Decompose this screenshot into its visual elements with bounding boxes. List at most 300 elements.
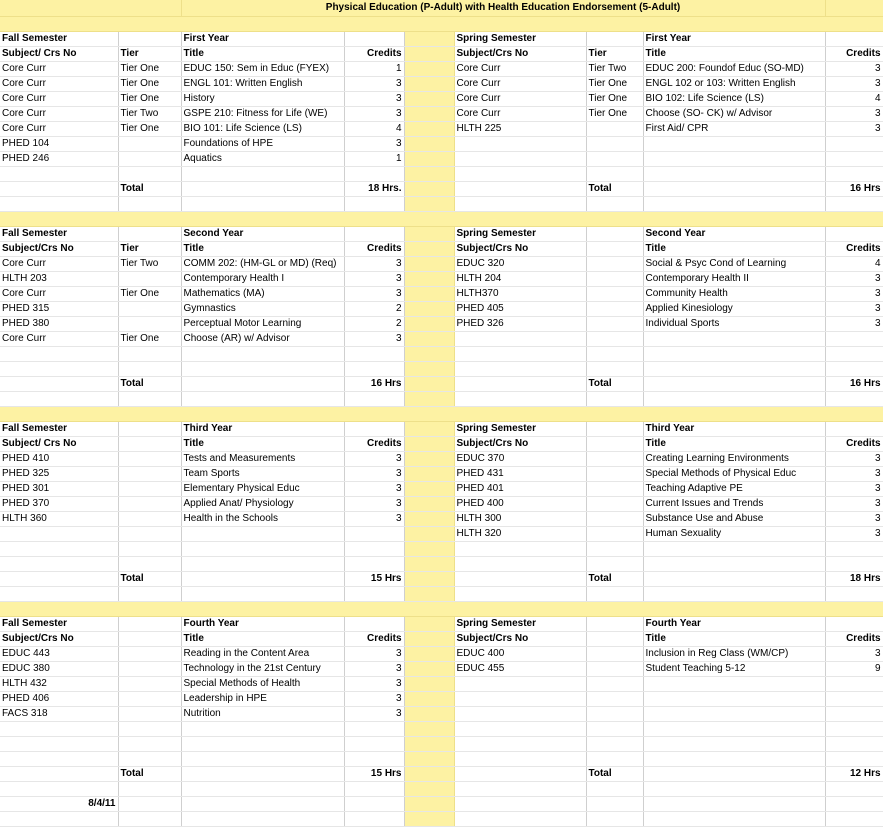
credits-cell[interactable] xyxy=(825,706,883,721)
total-value[interactable]: 16 Hrs xyxy=(825,181,883,196)
blank-cell[interactable] xyxy=(454,811,586,826)
blank-cell[interactable] xyxy=(118,421,181,436)
gap-cell[interactable] xyxy=(404,646,454,661)
blank-cell[interactable] xyxy=(344,811,404,826)
course-title-cell[interactable]: Foundations of HPE xyxy=(181,136,344,151)
tier-cell[interactable]: Tier One xyxy=(118,76,181,91)
gap-cell[interactable] xyxy=(404,736,454,751)
subject-cell[interactable] xyxy=(454,721,586,736)
blank-cell[interactable] xyxy=(454,586,586,601)
subject-cell[interactable]: PHED 431 xyxy=(454,466,586,481)
credits-cell[interactable]: 3 xyxy=(825,61,883,76)
blank-cell[interactable] xyxy=(118,31,181,46)
blank-cell[interactable] xyxy=(825,781,883,796)
title-header[interactable]: Title xyxy=(643,241,825,256)
gap-cell[interactable] xyxy=(404,301,454,316)
gap-cell[interactable] xyxy=(404,556,454,571)
course-title-cell[interactable] xyxy=(643,346,825,361)
subject-cell[interactable] xyxy=(454,136,586,151)
credits-cell[interactable]: 3 xyxy=(344,136,404,151)
blank-cell[interactable] xyxy=(643,376,825,391)
gap-cell[interactable] xyxy=(404,376,454,391)
credits-cell[interactable]: 3 xyxy=(825,451,883,466)
credits-cell[interactable] xyxy=(825,691,883,706)
credits-cell[interactable] xyxy=(825,676,883,691)
tier-cell[interactable] xyxy=(118,271,181,286)
tier-cell[interactable] xyxy=(586,151,643,166)
credits-cell[interactable] xyxy=(825,346,883,361)
blank-cell[interactable] xyxy=(586,226,643,241)
spring-year-label[interactable]: First Year xyxy=(643,31,825,46)
credits-cell[interactable]: 3 xyxy=(825,76,883,91)
blank-cell[interactable] xyxy=(454,181,586,196)
blank-cell[interactable] xyxy=(118,166,181,181)
total-value[interactable]: 15 Hrs xyxy=(344,571,404,586)
subject-cell[interactable]: PHED 410 xyxy=(0,451,118,466)
gap-cell[interactable] xyxy=(404,466,454,481)
blank-cell[interactable] xyxy=(0,766,118,781)
credits-cell[interactable]: 3 xyxy=(825,301,883,316)
credits-cell[interactable]: 9 xyxy=(825,661,883,676)
course-title-cell[interactable]: Gymnastics xyxy=(181,301,344,316)
blank-cell[interactable] xyxy=(825,361,883,376)
tier-cell[interactable]: Tier One xyxy=(118,286,181,301)
tier-cell[interactable] xyxy=(118,676,181,691)
tier-cell[interactable] xyxy=(118,301,181,316)
blank-cell[interactable] xyxy=(586,811,643,826)
blank-cell[interactable] xyxy=(344,421,404,436)
course-title-cell[interactable]: Tests and Measurements xyxy=(181,451,344,466)
subject-cell[interactable]: HLTH 360 xyxy=(0,511,118,526)
course-title-cell[interactable]: Teaching Adaptive PE xyxy=(643,481,825,496)
tier-cell[interactable] xyxy=(586,691,643,706)
credits-cell[interactable]: 3 xyxy=(344,676,404,691)
gap-cell[interactable] xyxy=(404,511,454,526)
blank-cell[interactable] xyxy=(825,0,883,16)
course-title-cell[interactable]: History xyxy=(181,91,344,106)
blank-cell[interactable] xyxy=(181,781,344,796)
tier-cell[interactable] xyxy=(586,676,643,691)
subject-cell[interactable]: PHED 401 xyxy=(454,481,586,496)
blank-cell[interactable] xyxy=(825,616,883,631)
course-title-cell[interactable]: Health in the Schools xyxy=(181,511,344,526)
subject-cell[interactable] xyxy=(0,736,118,751)
gap-cell[interactable] xyxy=(404,541,454,556)
blank-cell[interactable] xyxy=(825,586,883,601)
title-header[interactable]: Title xyxy=(181,436,344,451)
subject-cell[interactable] xyxy=(454,541,586,556)
tier-cell[interactable]: Tier Two xyxy=(118,256,181,271)
subject-cell[interactable]: EDUC 370 xyxy=(454,451,586,466)
total-value[interactable]: 18 Hrs. xyxy=(344,181,404,196)
blank-cell[interactable] xyxy=(0,181,118,196)
blank-cell[interactable] xyxy=(118,556,181,571)
credits-cell[interactable]: 3 xyxy=(344,256,404,271)
gap-cell[interactable] xyxy=(404,316,454,331)
subject-cell[interactable]: EDUC 400 xyxy=(454,646,586,661)
fall-semester-label[interactable]: Fall Semester xyxy=(0,421,118,436)
blank-cell[interactable] xyxy=(344,391,404,406)
blank-cell[interactable] xyxy=(825,421,883,436)
subject-cell[interactable]: PHED 326 xyxy=(454,316,586,331)
gap-cell[interactable] xyxy=(404,526,454,541)
blank-cell[interactable] xyxy=(454,571,586,586)
gap-cell[interactable] xyxy=(404,331,454,346)
blank-cell[interactable] xyxy=(825,31,883,46)
tier-cell[interactable] xyxy=(118,481,181,496)
blank-cell[interactable] xyxy=(344,196,404,211)
subject-cell[interactable]: Core Curr xyxy=(0,331,118,346)
blank-cell[interactable] xyxy=(344,586,404,601)
credits-header[interactable]: Credits xyxy=(344,436,404,451)
subject-cell[interactable]: EDUC 320 xyxy=(454,256,586,271)
tier-cell[interactable] xyxy=(118,346,181,361)
credits-cell[interactable]: 3 xyxy=(825,286,883,301)
blank-cell[interactable] xyxy=(344,796,404,811)
blank-cell[interactable] xyxy=(118,796,181,811)
blank-cell[interactable] xyxy=(586,361,643,376)
subject-cell[interactable] xyxy=(454,151,586,166)
spring-semester-label[interactable]: Spring Semester xyxy=(454,31,586,46)
gap-cell[interactable] xyxy=(404,31,454,46)
blank-cell[interactable] xyxy=(344,226,404,241)
gap-cell[interactable] xyxy=(404,616,454,631)
subject-cell[interactable]: PHED 315 xyxy=(0,301,118,316)
tier-cell[interactable] xyxy=(118,316,181,331)
gap-cell[interactable] xyxy=(404,436,454,451)
gap-cell[interactable] xyxy=(404,721,454,736)
tier-cell[interactable]: Tier One xyxy=(586,106,643,121)
credits-cell[interactable]: 3 xyxy=(344,481,404,496)
tier-header[interactable] xyxy=(118,436,181,451)
title-header[interactable]: Title xyxy=(181,631,344,646)
gap-cell[interactable] xyxy=(404,106,454,121)
blank-cell[interactable] xyxy=(181,181,344,196)
total-label[interactable]: Total xyxy=(586,181,643,196)
course-title-cell[interactable]: Current Issues and Trends xyxy=(643,496,825,511)
credits-cell[interactable]: 3 xyxy=(825,496,883,511)
blank-cell[interactable] xyxy=(643,196,825,211)
course-title-cell[interactable]: Contemporary Health I xyxy=(181,271,344,286)
blank-cell[interactable] xyxy=(454,781,586,796)
course-title-cell[interactable]: Team Sports xyxy=(181,466,344,481)
blank-cell[interactable] xyxy=(0,391,118,406)
gap-cell[interactable] xyxy=(404,256,454,271)
credits-header[interactable]: Credits xyxy=(344,631,404,646)
credits-cell[interactable]: 3 xyxy=(344,76,404,91)
credits-cell[interactable]: 3 xyxy=(825,106,883,121)
total-value[interactable]: 18 Hrs xyxy=(825,571,883,586)
tier-cell[interactable] xyxy=(586,256,643,271)
course-title-cell[interactable]: Choose (AR) w/ Advisor xyxy=(181,331,344,346)
subject-cell[interactable]: PHED 301 xyxy=(0,481,118,496)
tier-header[interactable]: Tier xyxy=(586,46,643,61)
credits-cell[interactable] xyxy=(344,541,404,556)
blank-cell[interactable] xyxy=(0,0,181,16)
total-label[interactable]: Total xyxy=(586,766,643,781)
credits-cell[interactable]: 3 xyxy=(825,316,883,331)
tier-cell[interactable] xyxy=(118,526,181,541)
course-title-cell[interactable]: Reading in the Content Area xyxy=(181,646,344,661)
subject-cell[interactable]: PHED 325 xyxy=(0,466,118,481)
spring-year-label[interactable]: Fourth Year xyxy=(643,616,825,631)
total-value[interactable]: 16 Hrs xyxy=(344,376,404,391)
course-title-cell[interactable]: Creating Learning Environments xyxy=(643,451,825,466)
gap-cell[interactable] xyxy=(404,421,454,436)
subject-header[interactable]: Subject/Crs No xyxy=(454,436,586,451)
gap-cell[interactable] xyxy=(404,91,454,106)
tier-cell[interactable] xyxy=(586,511,643,526)
blank-cell[interactable] xyxy=(586,586,643,601)
tier-cell[interactable] xyxy=(586,121,643,136)
total-value[interactable]: 12 Hrs xyxy=(825,766,883,781)
tier-cell[interactable] xyxy=(118,721,181,736)
tier-cell[interactable] xyxy=(586,496,643,511)
blank-cell[interactable] xyxy=(0,196,118,211)
blank-cell[interactable] xyxy=(181,766,344,781)
tier-cell[interactable] xyxy=(118,736,181,751)
gap-cell[interactable] xyxy=(404,781,454,796)
gap-cell[interactable] xyxy=(404,796,454,811)
total-label[interactable]: Total xyxy=(118,766,181,781)
tier-cell[interactable] xyxy=(586,316,643,331)
tier-cell[interactable] xyxy=(586,466,643,481)
tier-cell[interactable] xyxy=(118,136,181,151)
date-cell[interactable]: 8/4/11 xyxy=(0,796,118,811)
subject-cell[interactable] xyxy=(0,541,118,556)
course-title-cell[interactable] xyxy=(643,706,825,721)
credits-cell[interactable]: 4 xyxy=(825,91,883,106)
blank-cell[interactable] xyxy=(586,196,643,211)
blank-cell[interactable] xyxy=(181,376,344,391)
blank-cell[interactable] xyxy=(586,556,643,571)
blank-cell[interactable] xyxy=(181,196,344,211)
blank-cell[interactable] xyxy=(454,796,586,811)
blank-cell[interactable] xyxy=(643,811,825,826)
credits-cell[interactable]: 3 xyxy=(825,271,883,286)
gap-cell[interactable] xyxy=(404,241,454,256)
blank-cell[interactable] xyxy=(586,796,643,811)
blank-cell[interactable] xyxy=(181,796,344,811)
gap-cell[interactable] xyxy=(404,121,454,136)
course-title-cell[interactable]: Special Methods of Health xyxy=(181,676,344,691)
blank-cell[interactable] xyxy=(181,391,344,406)
credits-header[interactable]: Credits xyxy=(825,46,883,61)
blank-cell[interactable] xyxy=(181,811,344,826)
blank-cell[interactable] xyxy=(643,166,825,181)
course-title-cell[interactable] xyxy=(181,541,344,556)
tier-header[interactable] xyxy=(586,436,643,451)
tier-cell[interactable]: Tier One xyxy=(586,76,643,91)
course-title-cell[interactable]: ENGL 101: Written English xyxy=(181,76,344,91)
course-title-cell[interactable]: Inclusion in Reg Class (WM/CP) xyxy=(643,646,825,661)
blank-cell[interactable] xyxy=(118,586,181,601)
gap-cell[interactable] xyxy=(404,271,454,286)
course-title-cell[interactable] xyxy=(643,691,825,706)
tier-cell[interactable] xyxy=(118,646,181,661)
subject-cell[interactable]: HLTH 225 xyxy=(454,121,586,136)
credits-cell[interactable]: 3 xyxy=(825,466,883,481)
subject-cell[interactable] xyxy=(454,706,586,721)
tier-cell[interactable] xyxy=(586,736,643,751)
course-title-cell[interactable]: Applied Kinesiology xyxy=(643,301,825,316)
tier-cell[interactable] xyxy=(586,721,643,736)
gap-cell[interactable] xyxy=(404,811,454,826)
credits-cell[interactable]: 3 xyxy=(825,646,883,661)
gap-cell[interactable] xyxy=(404,346,454,361)
gap-cell[interactable] xyxy=(404,46,454,61)
course-title-cell[interactable]: COMM 202: (HM-GL or MD) (Req) xyxy=(181,256,344,271)
gap-cell[interactable] xyxy=(404,61,454,76)
blank-cell[interactable] xyxy=(586,421,643,436)
blank-cell[interactable] xyxy=(454,391,586,406)
tier-cell[interactable] xyxy=(586,661,643,676)
blank-cell[interactable] xyxy=(825,556,883,571)
credits-cell[interactable] xyxy=(825,541,883,556)
credits-cell[interactable]: 3 xyxy=(344,106,404,121)
credits-cell[interactable] xyxy=(344,526,404,541)
subject-cell[interactable]: Core Curr xyxy=(0,256,118,271)
fall-semester-label[interactable]: Fall Semester xyxy=(0,31,118,46)
blank-cell[interactable] xyxy=(643,571,825,586)
credits-cell[interactable]: 3 xyxy=(344,511,404,526)
course-title-cell[interactable]: Human Sexuality xyxy=(643,526,825,541)
subject-header[interactable]: Subject/Crs No xyxy=(454,241,586,256)
gap-cell[interactable] xyxy=(404,136,454,151)
course-title-cell[interactable] xyxy=(643,721,825,736)
blank-cell[interactable] xyxy=(181,571,344,586)
blank-cell[interactable] xyxy=(181,556,344,571)
band-cell[interactable] xyxy=(0,16,883,31)
credits-cell[interactable]: 2 xyxy=(344,301,404,316)
fall-year-label[interactable]: Second Year xyxy=(181,226,344,241)
blank-cell[interactable] xyxy=(344,616,404,631)
subject-cell[interactable]: EDUC 455 xyxy=(454,661,586,676)
subject-cell[interactable]: HLTH 432 xyxy=(0,676,118,691)
subject-cell[interactable]: PHED 380 xyxy=(0,316,118,331)
subject-cell[interactable]: Core Curr xyxy=(0,106,118,121)
blank-cell[interactable] xyxy=(643,391,825,406)
subject-cell[interactable]: HLTH 204 xyxy=(454,271,586,286)
credits-cell[interactable]: 3 xyxy=(344,706,404,721)
credits-cell[interactable] xyxy=(825,721,883,736)
blank-cell[interactable] xyxy=(825,796,883,811)
tier-cell[interactable] xyxy=(118,511,181,526)
course-title-cell[interactable]: BIO 101: Life Science (LS) xyxy=(181,121,344,136)
tier-cell[interactable] xyxy=(586,526,643,541)
course-title-cell[interactable]: Mathematics (MA) xyxy=(181,286,344,301)
course-title-cell[interactable] xyxy=(643,151,825,166)
blank-cell[interactable] xyxy=(825,391,883,406)
subject-cell[interactable]: HLTH370 xyxy=(454,286,586,301)
subject-cell[interactable]: PHED 406 xyxy=(0,691,118,706)
course-title-cell[interactable] xyxy=(643,676,825,691)
gap-cell[interactable] xyxy=(404,496,454,511)
tier-cell[interactable]: Tier One xyxy=(118,91,181,106)
blank-cell[interactable] xyxy=(586,166,643,181)
blank-cell[interactable] xyxy=(0,361,118,376)
course-title-cell[interactable]: Technology in the 21st Century xyxy=(181,661,344,676)
tier-cell[interactable] xyxy=(586,136,643,151)
credits-cell[interactable]: 3 xyxy=(825,511,883,526)
tier-header[interactable] xyxy=(586,241,643,256)
blank-cell[interactable] xyxy=(586,31,643,46)
credits-cell[interactable]: 4 xyxy=(825,256,883,271)
total-label[interactable]: Total xyxy=(118,181,181,196)
blank-cell[interactable] xyxy=(118,361,181,376)
gap-cell[interactable] xyxy=(404,661,454,676)
credits-cell[interactable] xyxy=(344,736,404,751)
credits-cell[interactable] xyxy=(344,721,404,736)
course-title-cell[interactable]: Nutrition xyxy=(181,706,344,721)
total-value[interactable]: 15 Hrs xyxy=(344,766,404,781)
course-title-cell[interactable]: ENGL 102 or 103: Written English xyxy=(643,76,825,91)
tier-cell[interactable] xyxy=(118,541,181,556)
subject-cell[interactable]: Core Curr xyxy=(0,76,118,91)
gap-cell[interactable] xyxy=(404,286,454,301)
credits-cell[interactable]: 3 xyxy=(344,331,404,346)
blank-cell[interactable] xyxy=(825,196,883,211)
gap-cell[interactable] xyxy=(404,361,454,376)
gap-cell[interactable] xyxy=(404,391,454,406)
tier-cell[interactable]: Tier One xyxy=(118,331,181,346)
fall-semester-label[interactable]: Fall Semester xyxy=(0,226,118,241)
spring-semester-label[interactable]: Spring Semester xyxy=(454,226,586,241)
gap-cell[interactable] xyxy=(404,166,454,181)
tier-cell[interactable]: Tier One xyxy=(118,121,181,136)
credits-header[interactable]: Credits xyxy=(825,436,883,451)
credits-cell[interactable]: 3 xyxy=(825,526,883,541)
subject-header[interactable]: Subject/Crs No xyxy=(0,241,118,256)
blank-cell[interactable] xyxy=(181,586,344,601)
course-title-cell[interactable]: Student Teaching 5-12 xyxy=(643,661,825,676)
subject-header[interactable]: Subject/Crs No xyxy=(454,46,586,61)
blank-cell[interactable] xyxy=(643,556,825,571)
tier-cell[interactable] xyxy=(586,331,643,346)
blank-cell[interactable] xyxy=(181,166,344,181)
tier-cell[interactable] xyxy=(118,451,181,466)
course-title-cell[interactable]: Elementary Physical Educ xyxy=(181,481,344,496)
blank-cell[interactable] xyxy=(344,781,404,796)
course-title-cell[interactable]: Leadership in HPE xyxy=(181,691,344,706)
gap-cell[interactable] xyxy=(404,151,454,166)
credits-cell[interactable]: 3 xyxy=(825,481,883,496)
subject-cell[interactable] xyxy=(454,676,586,691)
tier-cell[interactable] xyxy=(586,271,643,286)
subject-cell[interactable]: PHED 104 xyxy=(0,136,118,151)
gap-cell[interactable] xyxy=(404,481,454,496)
title-header[interactable]: Title xyxy=(643,631,825,646)
blank-cell[interactable] xyxy=(344,556,404,571)
credits-cell[interactable]: 3 xyxy=(825,121,883,136)
fall-year-label[interactable]: First Year xyxy=(181,31,344,46)
course-title-cell[interactable]: BIO 102: Life Science (LS) xyxy=(643,91,825,106)
blank-cell[interactable] xyxy=(643,361,825,376)
course-title-cell[interactable]: Choose (SO- CK) w/ Advisor xyxy=(643,106,825,121)
gap-cell[interactable] xyxy=(404,676,454,691)
subject-cell[interactable]: FACS 318 xyxy=(0,706,118,721)
subject-cell[interactable]: Core Curr xyxy=(454,106,586,121)
credits-cell[interactable] xyxy=(825,151,883,166)
blank-cell[interactable] xyxy=(454,196,586,211)
spring-semester-label[interactable]: Spring Semester xyxy=(454,616,586,631)
spring-year-label[interactable]: Third Year xyxy=(643,421,825,436)
course-title-cell[interactable]: Aquatics xyxy=(181,151,344,166)
credits-cell[interactable]: 3 xyxy=(344,286,404,301)
blank-cell[interactable] xyxy=(454,361,586,376)
blank-cell[interactable] xyxy=(643,181,825,196)
credits-cell[interactable]: 3 xyxy=(344,661,404,676)
